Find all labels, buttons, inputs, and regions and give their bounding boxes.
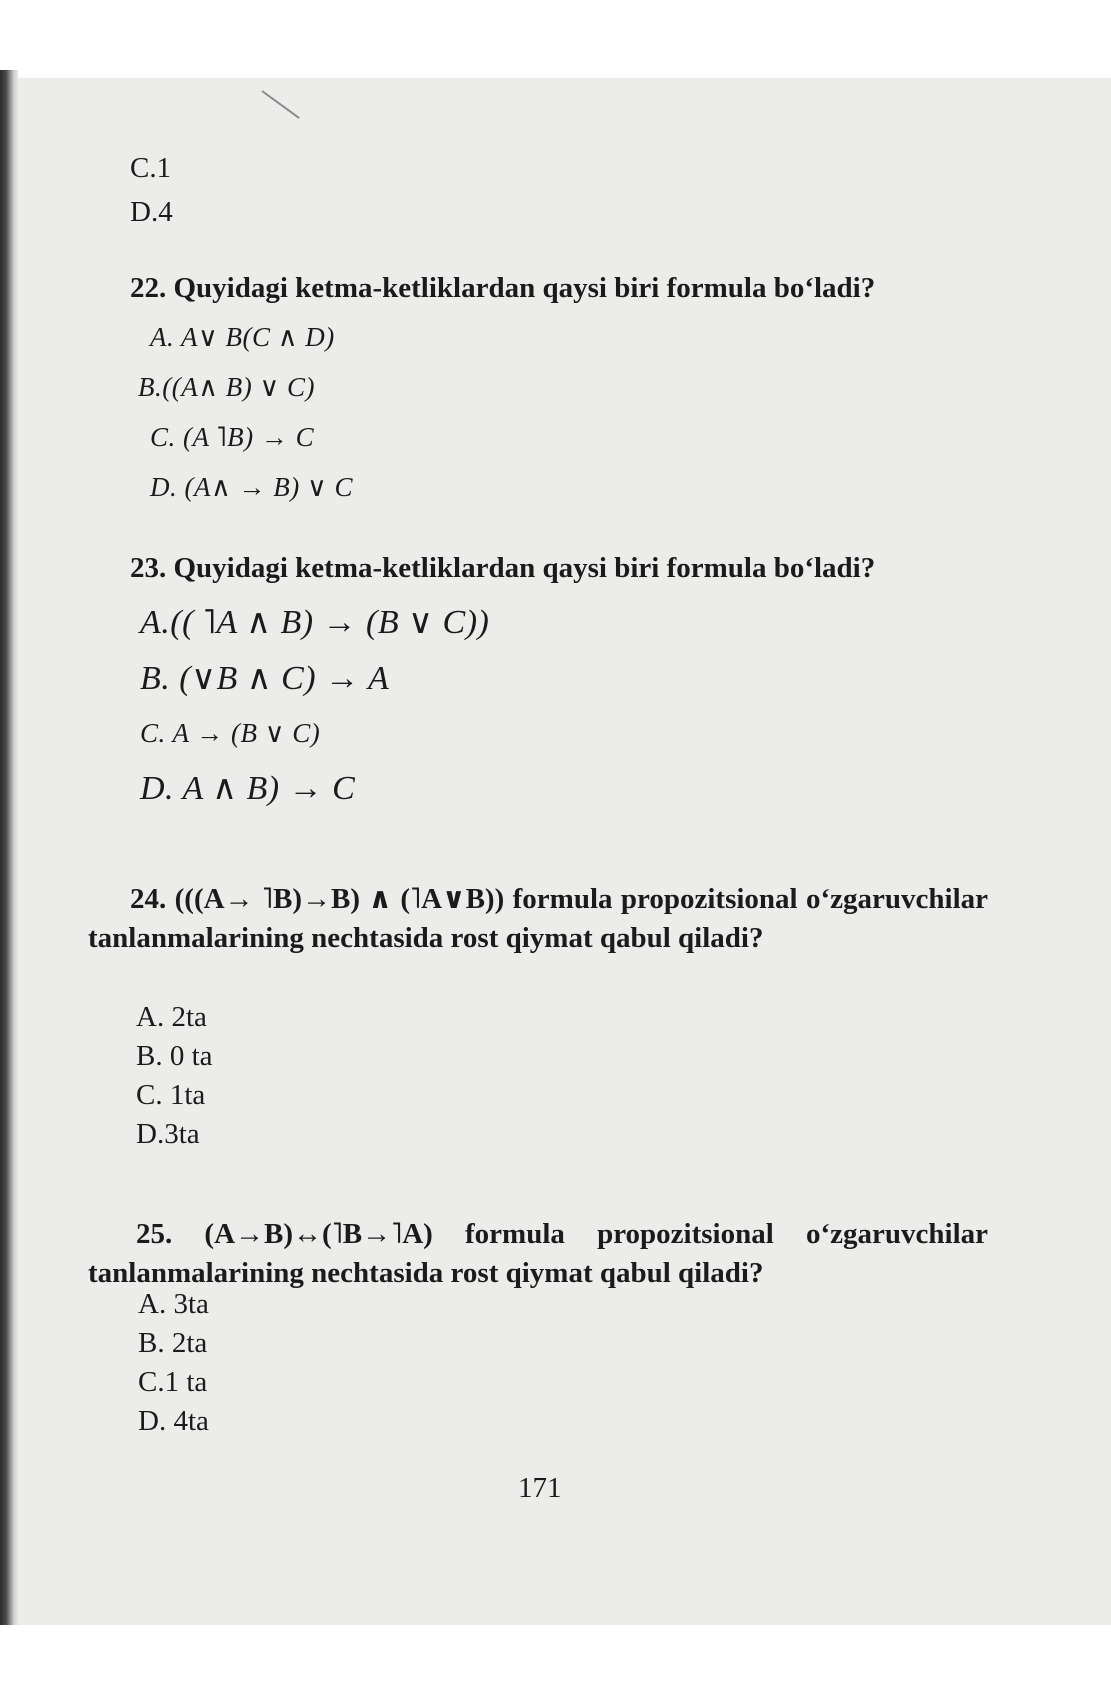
question-23: 23. Quyidagi ketma-ketliklardan qaysi biri formula bo‘ladi? [130, 552, 876, 584]
question-24-option-b: B. 0 ta [136, 1040, 213, 1072]
book-spine-shadow [0, 70, 18, 1630]
question-25-option-d: D. 4ta [138, 1405, 209, 1437]
question-22-option-b: B.((A∧ B) ∨ C) [138, 372, 315, 402]
page-number: 171 [518, 1472, 562, 1504]
question-22: 22. Quyidagi ketma-ketliklardan qaysi biri formula bo‘ladi? [130, 272, 876, 304]
question-22-option-a: A. A∨ B(C ∧ D) [150, 322, 335, 352]
question-22-option-c: C. (A ˥B) → C [150, 422, 315, 452]
question-25: 25. (A→B)↔(˥B→˥A) formula propozitsional o‘zgaruvchilar tanlanmalarining nechtasida rost qiymat qabul qiladi? [88, 1218, 988, 1289]
question-23-option-c: C. A → (B ∨ C) [140, 718, 321, 748]
question-25-option-c: C.1 ta [138, 1366, 208, 1398]
scan-bottom-margin [0, 1625, 1111, 1701]
question-24-option-a: A. 2ta [136, 1001, 207, 1033]
question-23-option-a: A.(( ˥A ∧ B) → (B ∨ C)) [140, 604, 490, 641]
question-22-option-d: D. (A∧ → B) ∨ C [150, 472, 353, 502]
question-23-option-d: D. A ∧ B) → C [140, 770, 356, 807]
question-24-option-c: C. 1ta [136, 1079, 206, 1111]
question-24-option-d: D.3ta [136, 1118, 200, 1150]
question-25-option-b: B. 2ta [138, 1327, 208, 1359]
question-24: 24. (((A→ ˥B)→B) ∧ (˥A∨B)) formula propozitsional o‘zgaruvchilar tanlanmalarining nechtasida rost qiymat qabul qiladi? [88, 883, 988, 954]
option-d: D.4 [130, 196, 173, 228]
question-25-option-a: A. 3ta [138, 1288, 209, 1320]
option-c: C.1 [130, 152, 172, 184]
scan-top-margin [0, 0, 1111, 78]
question-23-option-b: B. (∨B ∧ C) → A [140, 660, 390, 697]
